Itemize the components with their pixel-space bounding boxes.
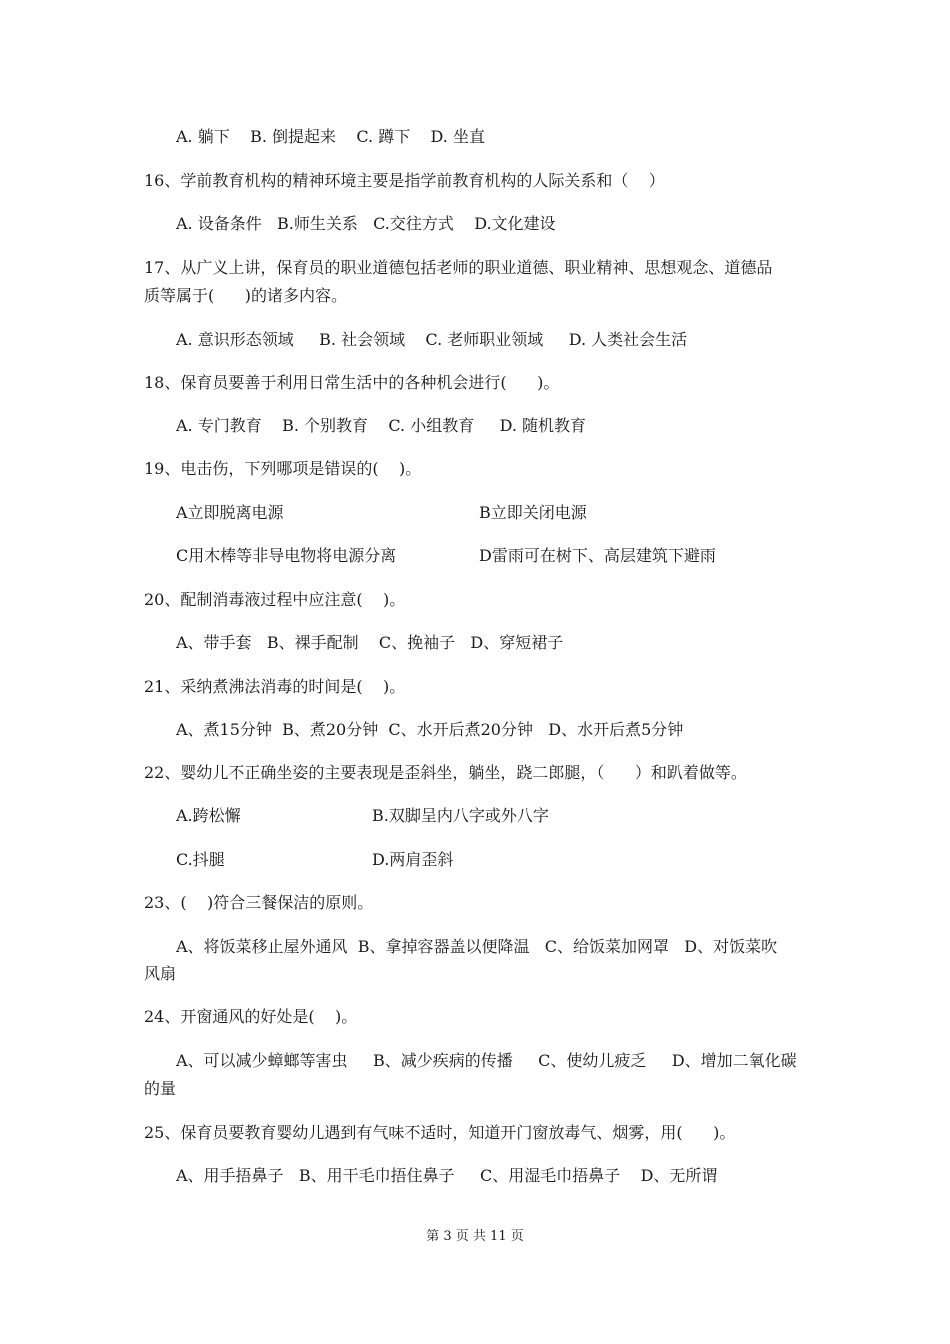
q18-options: A. 专门教育 B. 个别教育 C. 小组教育 D. 随机教育 — [176, 416, 587, 435]
q20-options: A、带手套 B、裸手配制 C、挽袖子 D、穿短裙子 — [176, 633, 564, 652]
q23-options-line2: 风扇 — [144, 964, 177, 983]
q22-option-a: A.跨松懈 — [176, 806, 241, 825]
q19-option-d: D雷雨可在树下、高层建筑下避雨 — [479, 546, 716, 565]
q24-options-line2: 的量 — [144, 1079, 177, 1098]
question-21: 21、采纳煮沸法消毒的时间是( )。 — [144, 677, 406, 696]
page-footer: 第 3 页 共 11 页 — [426, 1229, 524, 1244]
question-23: 23、( )符合三餐保洁的原则。 — [144, 893, 374, 912]
question-20: 20、配制消毒液过程中应注意( )。 — [144, 590, 406, 609]
q22-option-b: B.双脚呈内八字或外八字 — [372, 806, 549, 825]
q15-options: A. 躺下 B. 倒提起来 C. 蹲下 D. 坐直 — [176, 127, 485, 146]
question-16: 16、学前教育机构的精神环境主要是指学前教育机构的人际关系和（ ） — [144, 171, 665, 190]
q19-option-b: B立即关闭电源 — [479, 503, 587, 522]
q17-options: A. 意识形态领域 B. 社会领域 C. 老师职业领域 D. 人类社会生活 — [176, 330, 688, 349]
question-24: 24、开窗通风的好处是( )。 — [144, 1007, 358, 1026]
q16-options: A. 设备条件 B.师生关系 C.交往方式 D.文化建设 — [176, 214, 556, 233]
q22-option-d: D.两肩歪斜 — [372, 850, 454, 869]
question-25: 25、保育员要教育婴幼儿遇到有气味不适时，知道开门窗放毒气、烟雾，用( )。 — [144, 1123, 736, 1142]
question-17-line2: 质等属于( )的诸多内容。 — [144, 286, 348, 305]
q23-options-line1: A、将饭菜移止屋外通风 B、拿掉容器盖以便降温 C、给饭菜加网罩 D、对饭菜吹 — [176, 937, 778, 956]
q22-option-c: C.抖腿 — [176, 850, 225, 869]
q25-options: A、用手捂鼻子 B、用干毛巾捂住鼻子 C、用湿毛巾捂鼻子 D、无所谓 — [176, 1166, 718, 1185]
question-18: 18、保育员要善于利用日常生活中的各种机会进行( )。 — [144, 373, 560, 392]
question-17-line1: 17、从广义上讲，保育员的职业道德包括老师的职业道德、职业精神、思想观念、道德品 — [144, 258, 773, 277]
q19-option-c: C用木棒等非导电物将电源分离 — [176, 546, 397, 565]
question-19: 19、电击伤，下列哪项是错误的( )。 — [144, 459, 422, 478]
q21-options: A、煮15分钟 B、煮20分钟 C、水开后煮20分钟 D、水开后煮5分钟 — [176, 720, 684, 739]
question-22: 22、婴幼儿不正确坐姿的主要表现是歪斜坐，躺坐，跷二郎腿，（ ）和趴着做等。 — [144, 763, 747, 782]
q24-options-line1: A、可以减少蟑螂等害虫 B、减少疾病的传播 C、使幼儿疲乏 D、增加二氧化碳 — [176, 1051, 797, 1070]
q19-option-a: A立即脱离电源 — [176, 503, 284, 522]
